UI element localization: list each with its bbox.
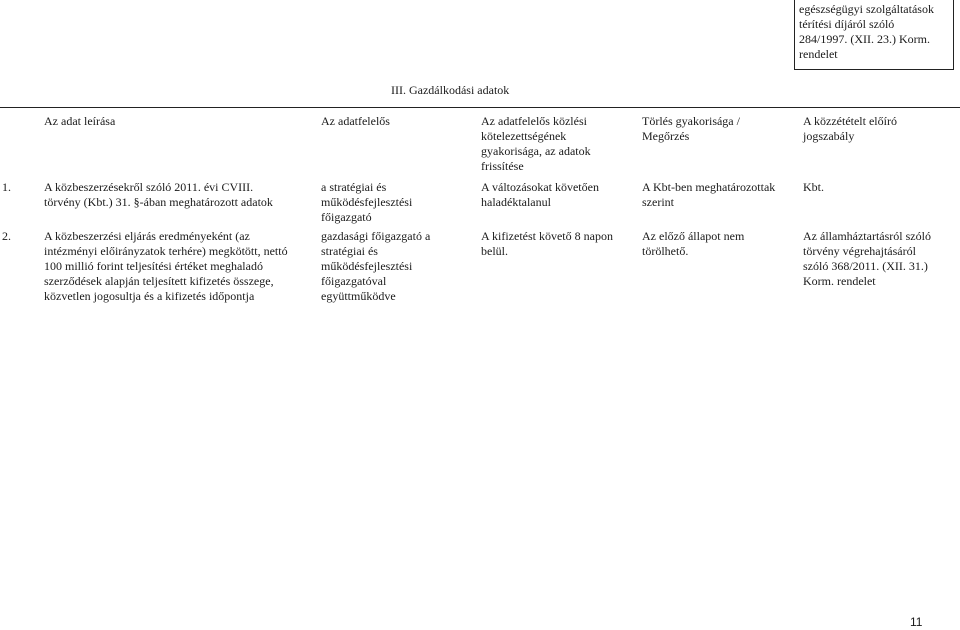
cell-text: A közbeszerzésekről szóló 2011. évi CVIII. bbox=[44, 180, 254, 194]
cell-text: törölhető. bbox=[642, 244, 689, 258]
row-owner bbox=[321, 180, 412, 225]
cell-text: stratégiai és bbox=[321, 244, 378, 258]
header-text: kötelezettségének bbox=[481, 129, 567, 143]
header-text: Az adat leírása bbox=[44, 114, 116, 128]
header-text: frissítése bbox=[481, 159, 524, 173]
cell-text: főigazgató bbox=[321, 210, 372, 224]
cell-text: belül. bbox=[481, 244, 508, 258]
row-law bbox=[803, 229, 931, 289]
row-owner bbox=[321, 229, 430, 304]
cell-text: törvény (Kbt.) 31. §-ában meghatározott adatok bbox=[44, 195, 273, 209]
cell-text: Korm. rendelet bbox=[803, 274, 876, 288]
cell-text: 100 millió forint teljesítési értéket meghaladó bbox=[44, 259, 263, 273]
cell-text: együttműködve bbox=[321, 289, 396, 303]
header-law bbox=[803, 114, 897, 144]
top-box-line: térítési díjáról szóló bbox=[799, 17, 895, 31]
previous-row-law-box bbox=[794, 0, 954, 70]
header-text: Az adatfelelős közlési bbox=[481, 114, 587, 128]
row-law bbox=[803, 180, 824, 195]
cell-text: A közbeszerzési eljárás eredményeként (az bbox=[44, 229, 250, 243]
cell-text: haladéktalanul bbox=[481, 195, 551, 209]
header-owner bbox=[321, 114, 390, 129]
header-description bbox=[44, 114, 115, 129]
cell-text: működésfejlesztési bbox=[321, 259, 413, 273]
section-title: III. Gazdálkodási adatok bbox=[391, 83, 510, 97]
header-deletion bbox=[642, 114, 740, 144]
row-number: 2. bbox=[2, 229, 11, 243]
header-frequency bbox=[481, 114, 591, 174]
row-description bbox=[44, 229, 288, 304]
cell-text: szerződések alapján teljesített kifizetés összege, bbox=[44, 274, 274, 288]
cell-text: gazdasági főigazgató a bbox=[321, 229, 431, 243]
header-text: jogszabály bbox=[803, 129, 855, 143]
cell-text: szóló 368/2011. (XII. 31.) bbox=[803, 259, 928, 273]
header-text: Törlés gyakorisága / bbox=[642, 114, 740, 128]
top-box-line: egészségügyi szolgáltatások bbox=[799, 2, 934, 16]
header-text: gyakorisága, az adatok bbox=[481, 144, 591, 158]
row-deletion bbox=[642, 229, 744, 259]
cell-text: Az államháztartásról szóló bbox=[803, 229, 931, 243]
row-frequency bbox=[481, 180, 599, 210]
cell-text: törvény végrehajtásáról bbox=[803, 244, 916, 258]
row-description bbox=[44, 180, 273, 210]
page-number: 11 bbox=[910, 615, 923, 629]
cell-text: A változásokat követően bbox=[481, 180, 599, 194]
cell-text: Az előző állapot nem bbox=[642, 229, 745, 243]
cell-text: főigazgatóval bbox=[321, 274, 387, 288]
cell-text: közvetlen jogosultja és a kifizetés időpontja bbox=[44, 289, 255, 303]
header-text: Az adatfelelős bbox=[321, 114, 390, 128]
table-top-rule bbox=[0, 107, 960, 108]
top-box-line: rendelet bbox=[799, 47, 838, 61]
cell-text: működésfejlesztési bbox=[321, 195, 413, 209]
cell-text: A kifizetést követő 8 napon bbox=[481, 229, 613, 243]
cell-text: A Kbt-ben meghatározottak bbox=[642, 180, 776, 194]
header-text: A közzétételt előíró bbox=[803, 114, 897, 128]
cell-text: Kbt. bbox=[803, 180, 824, 194]
cell-text: intézményi előirányzatok terhére) megkötött, nettó bbox=[44, 244, 288, 258]
row-deletion bbox=[642, 180, 775, 210]
cell-text: a stratégiai és bbox=[321, 180, 387, 194]
cell-text: szerint bbox=[642, 195, 674, 209]
top-box-line: 284/1997. (XII. 23.) Korm. bbox=[799, 32, 930, 46]
row-frequency bbox=[481, 229, 613, 259]
row-number: 1. bbox=[2, 180, 11, 194]
header-text: Megőrzés bbox=[642, 129, 690, 143]
